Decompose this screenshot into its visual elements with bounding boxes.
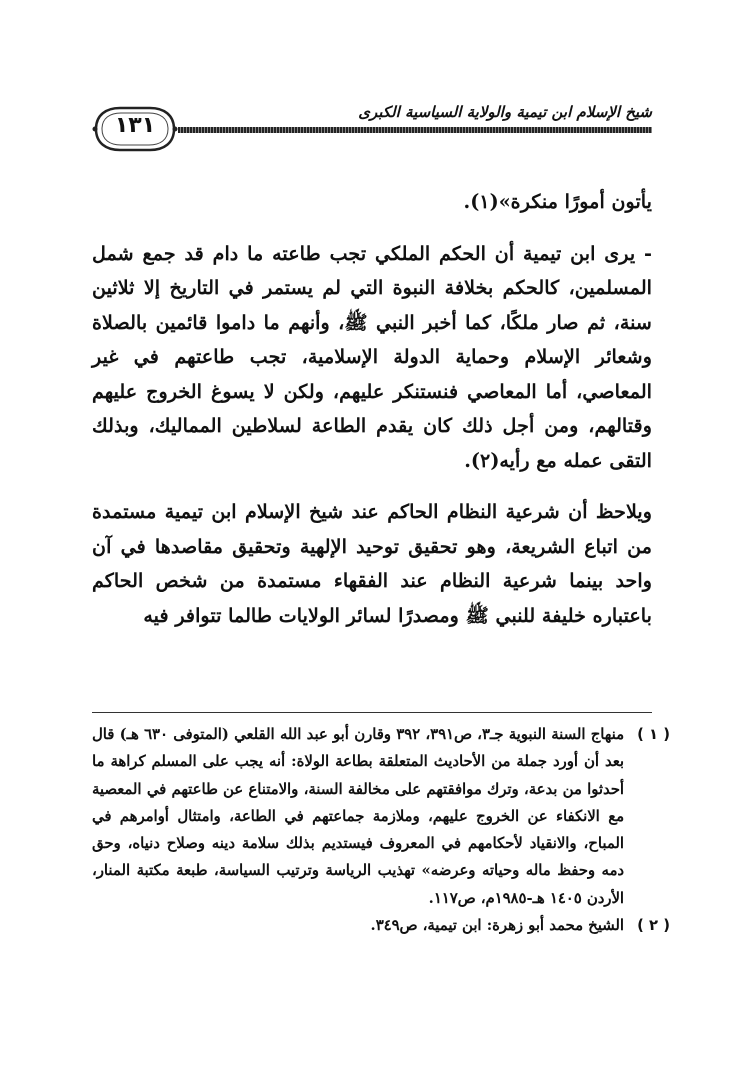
footnotes <box>92 721 670 939</box>
running-title: شيخ الإسلام ابن تيمية والولاية السياسية الكبرى <box>358 103 652 121</box>
paragraph-1: يأتون أمورًا منكرة»(١). <box>463 190 652 213</box>
footnote-2 <box>92 912 670 939</box>
footnote-text: منهاج السنة النبوية جـ٣، ص٣٩١، ٣٩٢ وقارن أبو عبد الله القلعي (المتوفى ٦٣٠ هـ) قال بعد أن أورد جملة من الأحاديث المتعلقة بطاعة الولاة: أنه يجب على المسلم كراهة ما أحدثوا من بدعة، وترك موافقتهم على مخالفة السنة، والامتناع عن طاعتهم في المعصية مع الانكفاء عن الخروج عليهم، وملازمة جماعتهم في الطاعة، وامتثال أوامرهم في المباح، والانقياد لأحكامهم في المعروف فيستديم بذلك سلامة دينه وصلاح دنياه، وحق دمه وحفظ ماله وحياته وعرضه» تهذيب الرياسة وترتيب السياسة، طبعة مكتبة المنار، الأردن ١٤٠٥ هـ-١٩٨٥م، ص١١٧. <box>92 726 625 907</box>
footnote-separator <box>92 712 652 713</box>
header-rule <box>178 127 652 133</box>
page-number-badge <box>92 103 178 155</box>
page-header <box>92 103 652 155</box>
page-number: ١٣١ <box>114 113 156 138</box>
footnote-marker: ( ٢ ) <box>637 917 670 935</box>
paragraph-3: ويلاحظ أن شرعية النظام الحاكم عند شيخ الإسلام ابن تيمية مستمدة من اتباع الشريعة، وهو تحقيق توحيد الإلهية وتحقيق مقاصدها في آن واحد بينما شرعية النظام عند الفقهاء مستمدة من شخص الحاكم باعتباره خليفة للنبي ﷺ ومصدرًا لسائر الولايات طالما تتوافر فيه <box>92 500 652 627</box>
footnote-marker: ( ١ ) <box>637 726 670 743</box>
main-text <box>92 185 652 633</box>
footnote-1 <box>92 721 670 912</box>
paragraph-2: - يرى ابن تيمية أن الحكم الملكي تجب طاعته ما دام قد جمع شمل المسلمين، كالحكم بخلافة النبوة التي لم يستمر في التاريخ إلا ثلاثين سنة، ثم صار ملكًا، كما أخبر النبي ﷺ، وأنهم ما داموا قائمين بالصلاة وشعائر الإسلام وحماية الدولة الإسلامية، تجب طاعتهم في غير المعاصي، أما المعاصي فنستنكر عليهم، ولكن لا يسوغ الخروج عليهم وقتالهم، ومن أجل ذلك كان يقدم الطاعة لسلاطين المماليك، وبذلك التقى عمله مع رأيه(٢). <box>92 241 652 472</box>
footnote-text: الشيخ محمد أبو زهرة: ابن تيمية، ص٣٤٩. <box>370 917 624 935</box>
